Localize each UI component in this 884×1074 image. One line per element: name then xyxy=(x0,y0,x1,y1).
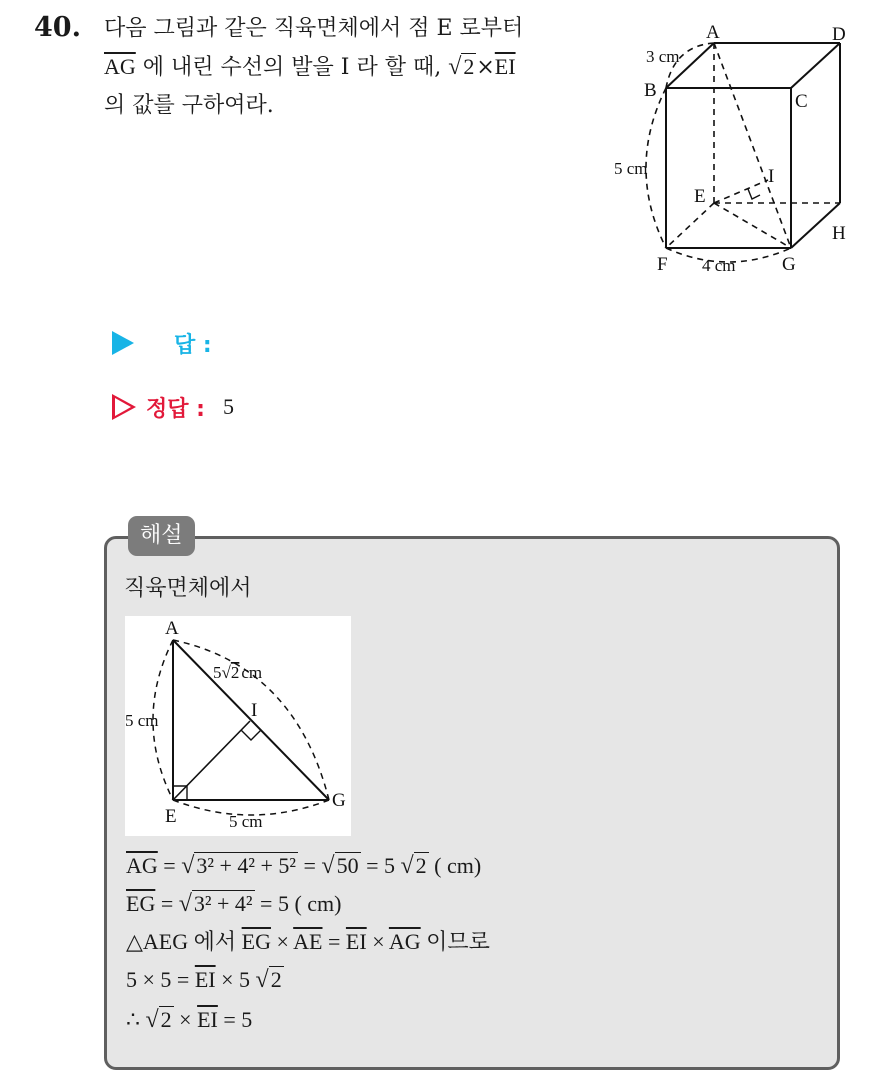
triangle-figure xyxy=(125,616,351,836)
label-d: D xyxy=(832,24,846,45)
label-i: I xyxy=(768,166,775,187)
label-a: A xyxy=(706,22,720,43)
edge-dc xyxy=(791,43,840,88)
diagonal-eg xyxy=(714,203,791,248)
question-line-2 xyxy=(104,48,624,87)
solution-line-4: $5 \times 5 = \overline{EI} \times 5$ √2 xyxy=(126,967,282,993)
hidden-edge-ef xyxy=(666,203,714,248)
correct-answer-row xyxy=(108,390,234,424)
segment-ei: $\overline{EI}$ xyxy=(494,54,516,79)
sqrt-two: √2 xyxy=(448,54,475,80)
label-h: H xyxy=(832,223,846,244)
diagonal-ag xyxy=(714,43,791,248)
tri-label-g: G xyxy=(332,790,346,811)
tri-length-ae: 5 cm xyxy=(125,711,159,730)
label-b: B xyxy=(644,80,657,101)
question-line-2-text: 에 내린 수선의 발을 I 라 할 때, xyxy=(135,55,449,80)
solution-line-1: $\overline{AG} = √3^2 + 4^2 + 5^2 = √50 = 5$ √2 ( cm) xyxy=(126,853,482,879)
play-triangle-icon xyxy=(112,331,134,355)
correct-answer-label: 정답 : xyxy=(146,396,205,422)
question-line-1: 다음 그림과 같은 직육면체에서 점 E 로부터 xyxy=(104,16,524,41)
correct-answer-value: 5 xyxy=(222,394,234,419)
label-g: G xyxy=(782,254,796,275)
tri-right-angle-i xyxy=(241,730,261,740)
tri-label-e: E xyxy=(165,806,177,827)
dim-arc-bf xyxy=(646,88,666,248)
label-c: C xyxy=(795,91,808,112)
right-angle-mark-i xyxy=(748,189,760,199)
label-f: F xyxy=(657,254,668,275)
tri-label-i: I xyxy=(251,700,258,721)
solution-intro: 직육면체에서 xyxy=(124,576,252,601)
tri-label-a: A xyxy=(165,618,179,639)
tri-length-ag: 5√2 cm xyxy=(213,663,263,682)
label-e: E xyxy=(694,186,706,207)
question-text xyxy=(104,10,624,125)
cuboid-figure xyxy=(604,18,868,280)
answer-row xyxy=(108,326,212,360)
question-line-3: 의 값를 구하여라. xyxy=(104,93,274,118)
outline-triangle-icon xyxy=(112,394,136,420)
length-ab: 3 cm xyxy=(646,47,680,66)
answer-label: 답 : xyxy=(174,332,212,358)
tri-length-eg: 5 cm xyxy=(229,812,263,831)
times-sign: × xyxy=(476,55,495,80)
tri-perpendicular-ei xyxy=(173,721,250,800)
perpendicular-ei xyxy=(714,180,768,203)
segment-ag: $\overline{AG}$ xyxy=(104,54,136,79)
solution-line-3: △AEG 에서 $\overline{EG} \times \overline{AE} = \overline{EI} \times \overline{AG}$ 이므로 xyxy=(126,929,490,954)
length-fg: 4 cm xyxy=(702,256,736,275)
solution-line-2: $\overline{EG} = √3^2 + 4^2 = 5$ ( cm) xyxy=(126,891,342,917)
solution-tag: 해설 xyxy=(128,516,195,556)
question-number: 40. xyxy=(34,12,81,43)
solution-line-5: ∴ $√2 \times \overline{EI} = 5$ xyxy=(126,1007,253,1033)
length-bf: 5 cm xyxy=(614,159,648,178)
